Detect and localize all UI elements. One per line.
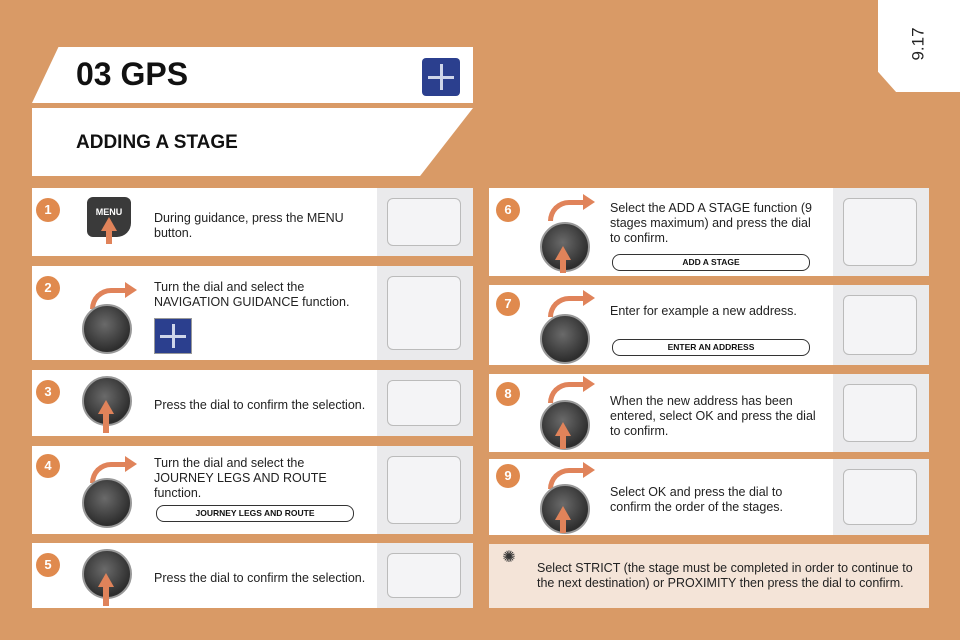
step-badge-8: 8 [496, 382, 520, 406]
page-number: 9.17 [908, 27, 928, 61]
radio-panel-image [833, 459, 929, 535]
step-text-4: Turn the dial and select the JOURNEY LEGS AND ROUTE function. [154, 456, 327, 500]
radio-panel-image [833, 374, 929, 452]
press-arrow-stem [106, 230, 112, 244]
step-badge-9: 9 [496, 464, 520, 488]
dial-icon [82, 304, 132, 354]
dial-icon [540, 314, 590, 364]
section-title: ADDING A STAGE [76, 132, 238, 153]
dial-icon [82, 478, 132, 528]
step-text-8: When the new address has been entered, select OK and press the dial to confirm. [610, 394, 816, 438]
press-arrow-icon [98, 573, 114, 587]
radio-panel-image [377, 266, 473, 360]
step-text-2: Turn the dial and select the NAVIGATION GUIDANCE function. [154, 280, 350, 309]
step-badge-1: 1 [36, 198, 60, 222]
press-arrow-stem [560, 259, 566, 273]
press-arrow-stem [560, 519, 566, 533]
radio-panel-image [377, 446, 473, 534]
step-text-1: During guidance, press the MENU button. [154, 211, 344, 240]
press-arrow-icon [101, 217, 117, 231]
radio-panel-image [833, 285, 929, 365]
tip-text: Select STRICT (the stage must be completed in order to continue to the next destination) or PROXIMITY then press the dial to confirm. [537, 561, 913, 590]
step-badge-4: 4 [36, 454, 60, 478]
step-text-7: Enter for example a new address. [610, 304, 797, 318]
step-badge-2: 2 [36, 276, 60, 300]
enter-an-address-label: ENTER AN ADDRESS [612, 339, 810, 356]
press-arrow-stem [103, 586, 109, 606]
step-text-6: Select the ADD A STAGE function (9 stages maximum) and press the dial to confirm. [610, 201, 812, 245]
press-arrow-icon [98, 400, 114, 414]
press-arrow-stem [560, 435, 566, 449]
press-arrow-icon [555, 506, 571, 520]
step-badge-5: 5 [36, 553, 60, 577]
press-arrow-icon [555, 246, 571, 260]
step-text-3: Press the dial to confirm the selection. [154, 398, 366, 412]
navigation-guidance-icon [154, 318, 192, 354]
journey-legs-label: JOURNEY LEGS AND ROUTE [156, 505, 354, 522]
gps-navigation-icon [422, 58, 460, 96]
page-title: 03 GPS [76, 56, 189, 92]
step-badge-7: 7 [496, 292, 520, 316]
lightbulb-icon: ✺ [502, 549, 516, 566]
press-arrow-stem [103, 413, 109, 433]
radio-panel-image [377, 543, 473, 608]
press-arrow-icon [555, 422, 571, 436]
add-a-stage-label: ADD A STAGE [612, 254, 810, 271]
radio-panel-image [377, 188, 473, 256]
step-badge-3: 3 [36, 380, 60, 404]
radio-panel-image [833, 188, 929, 276]
radio-panel-image [377, 370, 473, 436]
step-text-5: Press the dial to confirm the selection. [154, 571, 366, 585]
step-badge-6: 6 [496, 198, 520, 222]
step-text-9: Select OK and press the dial to confirm the order of the stages. [610, 485, 784, 514]
menu-button-icon: MENU [87, 197, 131, 237]
